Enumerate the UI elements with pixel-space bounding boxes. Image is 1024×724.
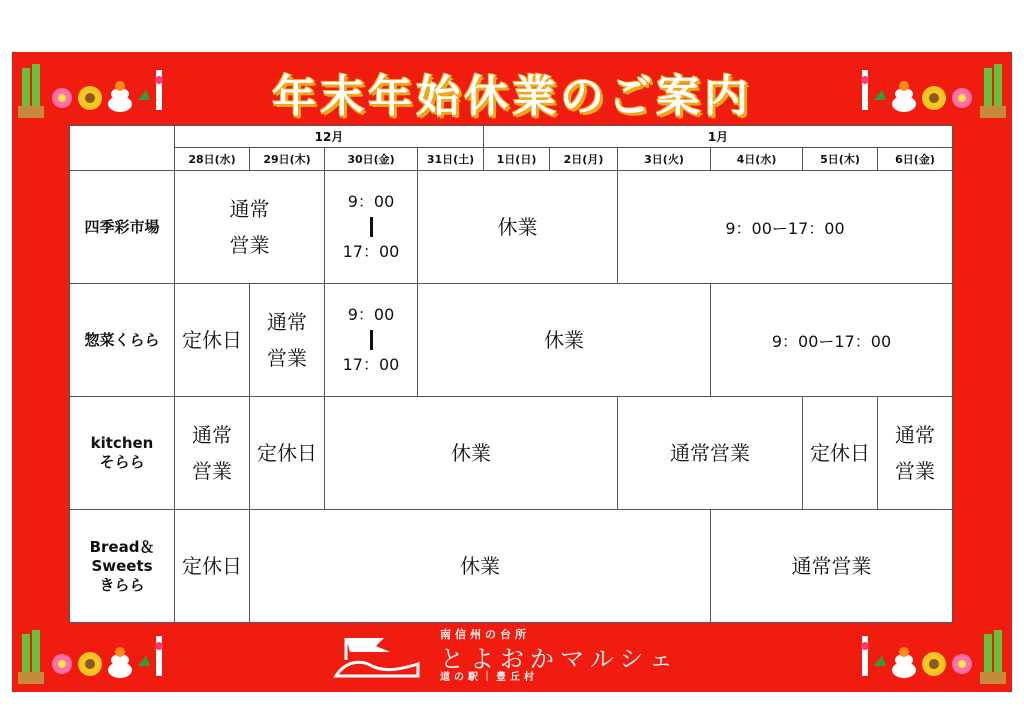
store-name: 四季彩市場 [70, 171, 175, 284]
table-row [70, 510, 953, 623]
schedule-cell: 通常 営業 [175, 171, 325, 284]
schedule-cell: 休業 [325, 397, 618, 510]
schedule-cell: 9：00ー17：00 [711, 284, 953, 397]
schedule-cell [325, 171, 418, 284]
table-row [70, 284, 953, 397]
marche-logo [332, 624, 702, 684]
logo-subtitle-bottom: 道の駅｜豊丘村 [440, 672, 538, 683]
close-time: 17：00 [342, 242, 400, 261]
logo-mark-icon [332, 630, 422, 680]
schedule-cell: 定休日 [175, 510, 250, 623]
schedule-cell: 定休日 [250, 397, 325, 510]
schedule-cell: 通常 営業 [250, 284, 325, 397]
table-row [70, 171, 953, 284]
month-header-jan: 1月 [484, 126, 953, 148]
table-row [70, 397, 953, 510]
schedule-cell: 通常 営業 [878, 397, 953, 510]
schedule-cell: 通常営業 [618, 397, 803, 510]
day-header: 6日(金) [878, 148, 953, 171]
day-header: 28日(水) [175, 148, 250, 171]
store-name: 惣菜くらら [70, 284, 175, 397]
schedule-cell: 通常営業 [711, 510, 953, 623]
open-time: 9：00 [347, 192, 395, 211]
new-year-decoration-icon [858, 626, 1008, 686]
day-header: 2日(月) [550, 148, 618, 171]
schedule-cell: 定休日 [175, 284, 250, 397]
open-time: 9：00 [347, 305, 395, 324]
schedule-cell: 定休日 [803, 397, 878, 510]
schedule-cell: 休業 [250, 510, 711, 623]
schedule-cell: 9：00ー17：00 [618, 171, 953, 284]
day-header: 1日(日) [484, 148, 550, 171]
day-header: 3日(火) [618, 148, 711, 171]
logo-name: とよおかマルシェ [440, 645, 679, 673]
close-time: 17：00 [342, 355, 400, 374]
holiday-schedule-table [69, 125, 953, 623]
corner-cell [70, 126, 175, 171]
logo-subtitle-top: 南信州の台所 [440, 628, 530, 641]
page-title: 年末年始休業のご案内 [272, 71, 752, 122]
schedule-cell: 通常 営業 [175, 397, 250, 510]
time-range-bar [370, 330, 373, 350]
month-header-dec: 12月 [175, 126, 484, 148]
time-range-bar [370, 217, 373, 237]
day-header: 5日(木) [803, 148, 878, 171]
store-name: kitchen そらら [70, 397, 175, 510]
schedule-cell [325, 284, 418, 397]
day-header: 30日(金) [325, 148, 418, 171]
day-header: 31日(土) [418, 148, 484, 171]
new-year-decoration-icon [16, 626, 166, 686]
store-name: Bread＆ Sweets きらら [70, 510, 175, 623]
day-header: 4日(水) [711, 148, 803, 171]
poster [12, 52, 1012, 692]
schedule-cell: 休業 [418, 171, 618, 284]
schedule-cell: 休業 [418, 284, 711, 397]
day-header: 29日(木) [250, 148, 325, 171]
